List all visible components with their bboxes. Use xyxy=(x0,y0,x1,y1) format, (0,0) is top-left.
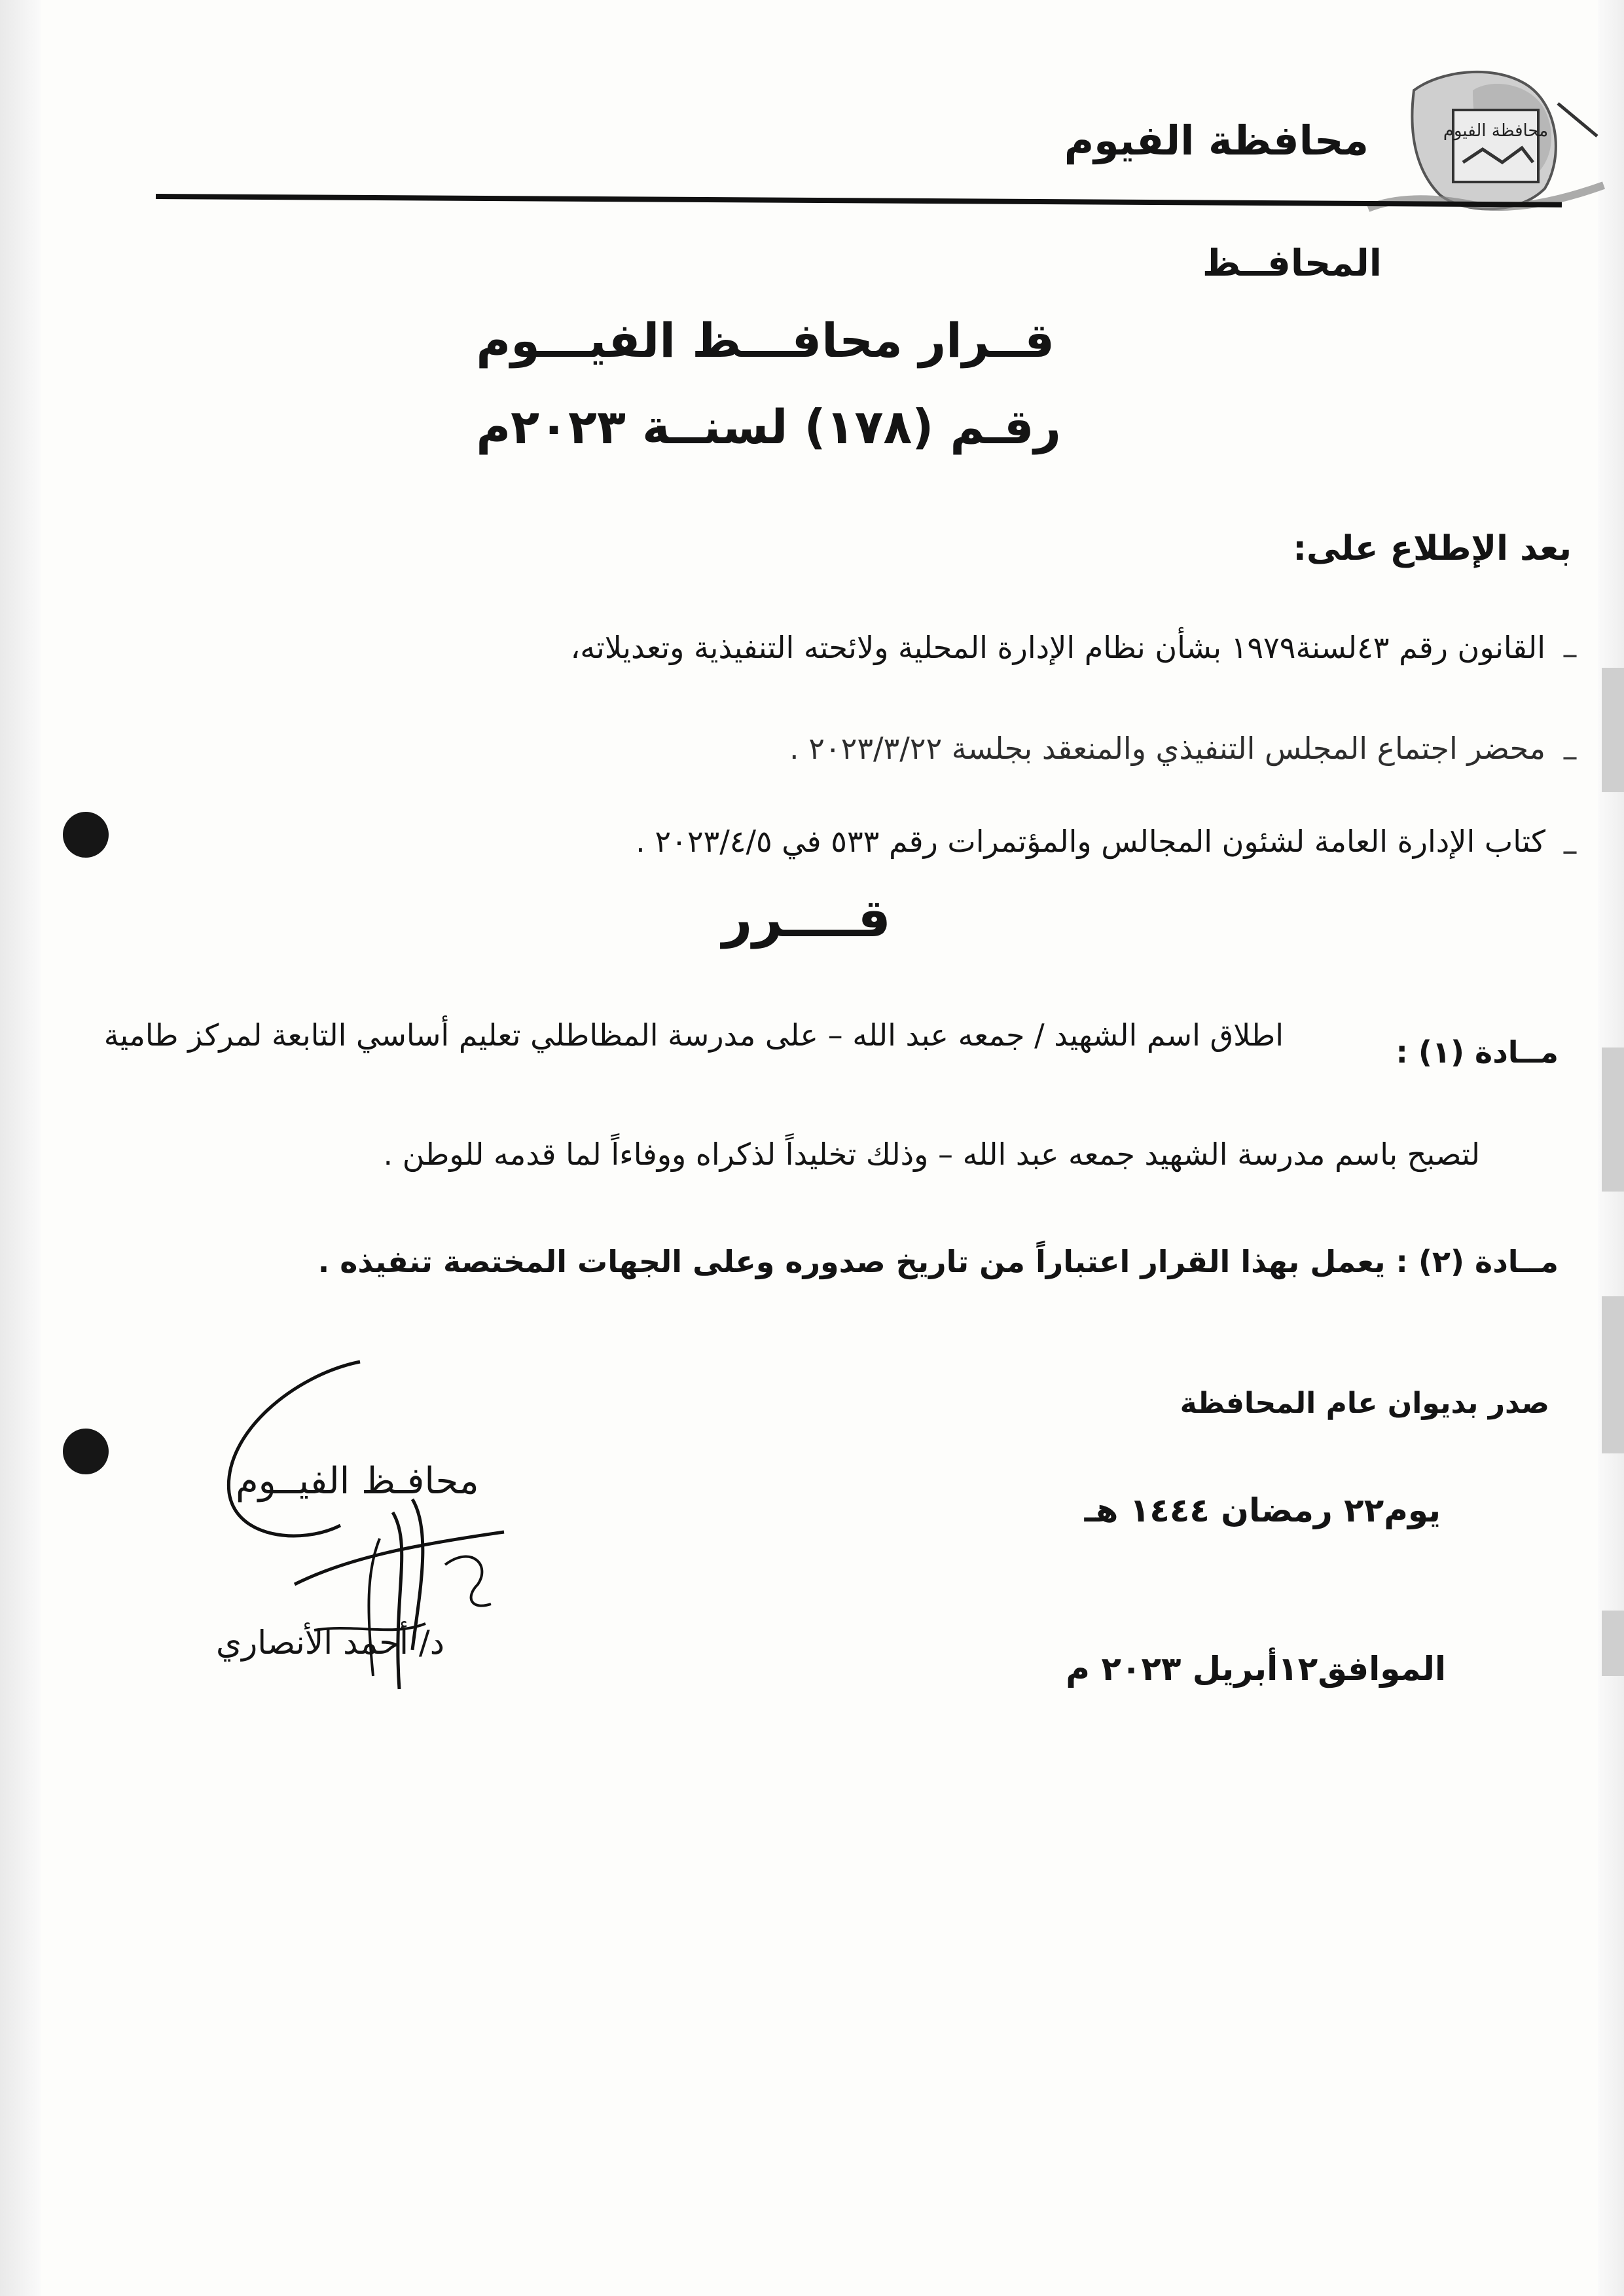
scan-left-edge xyxy=(0,0,41,2296)
gregorian-date: الموافق١٢أبريل ٢٠٢٣ م xyxy=(1066,1650,1446,1688)
bullet-dash: – xyxy=(1562,635,1578,673)
governorate-emblem xyxy=(1362,64,1610,221)
issuance-place: صدر بديوان عام المحافظة xyxy=(1180,1387,1549,1420)
decision-title: قــرار محافـــظ الفيـــوم xyxy=(476,313,1055,368)
recital-item: القانون رقم ٤٣لسنة١٩٧٩ بشأن نظام الإدارة المحلية ولائحته التنفيذية وتعديلاته، xyxy=(570,630,1545,665)
decision-number: رقـم (١٧٨) لسنــة ٢٠٢٣م xyxy=(476,399,1061,454)
decided-heading: قــــرر xyxy=(722,888,891,949)
office-label: المحافــظ xyxy=(1202,242,1382,285)
signatory-name: د/ أحمد الأنصاري xyxy=(216,1624,445,1662)
header-authority: محافظة الفيوم xyxy=(1064,117,1369,164)
punch-hole xyxy=(63,812,109,858)
punch-hole xyxy=(63,1429,109,1474)
preamble-intro: بعد الإطلاع على: xyxy=(1293,529,1572,568)
recital-item: محضر اجتماع المجلس التنفيذي والمنعقد بجلسة ٢٠٢٣/٣/٢٢ . xyxy=(789,731,1545,766)
article2-text: مــادة (٢) : يعمل بهذا القرار اعتباراً من تاريخ صدوره وعلى الجهات المختصة تنفيذه . xyxy=(317,1244,1559,1279)
emblem-text: محافظة الفيوم xyxy=(1443,121,1549,141)
article1-label: مــادة (١) : xyxy=(1396,1034,1559,1070)
bullet-dash: – xyxy=(1562,737,1578,775)
scan-right-edge xyxy=(1598,0,1624,2296)
bullet-dash: – xyxy=(1562,831,1578,869)
article1-text: اطلاق اسم الشهيد / جمعه عبد الله – على مدرسة المظاطلي تعليم أساسي التابعة لمركز طامية xyxy=(103,1017,1284,1053)
governor-signature xyxy=(196,1349,537,1715)
recital-item: كتاب الإدارة العامة لشئون المجالس والمؤتمرات رقم ٥٣٣ في ٢٠٢٣/٤/٥ . xyxy=(636,824,1545,859)
signatory-title: محافـظ الفيــوم xyxy=(236,1460,479,1503)
article1-continuation: لتصبح باسم مدرسة الشهيد جمعه عبد الله – وذلك تخليداً لذكراه ووفاءاً لما قدمه للوطن . xyxy=(383,1137,1480,1172)
hijri-date: يوم٢٢ رمضان ١٤٤٤ هـ xyxy=(1084,1491,1441,1529)
header-rule xyxy=(156,194,1562,208)
